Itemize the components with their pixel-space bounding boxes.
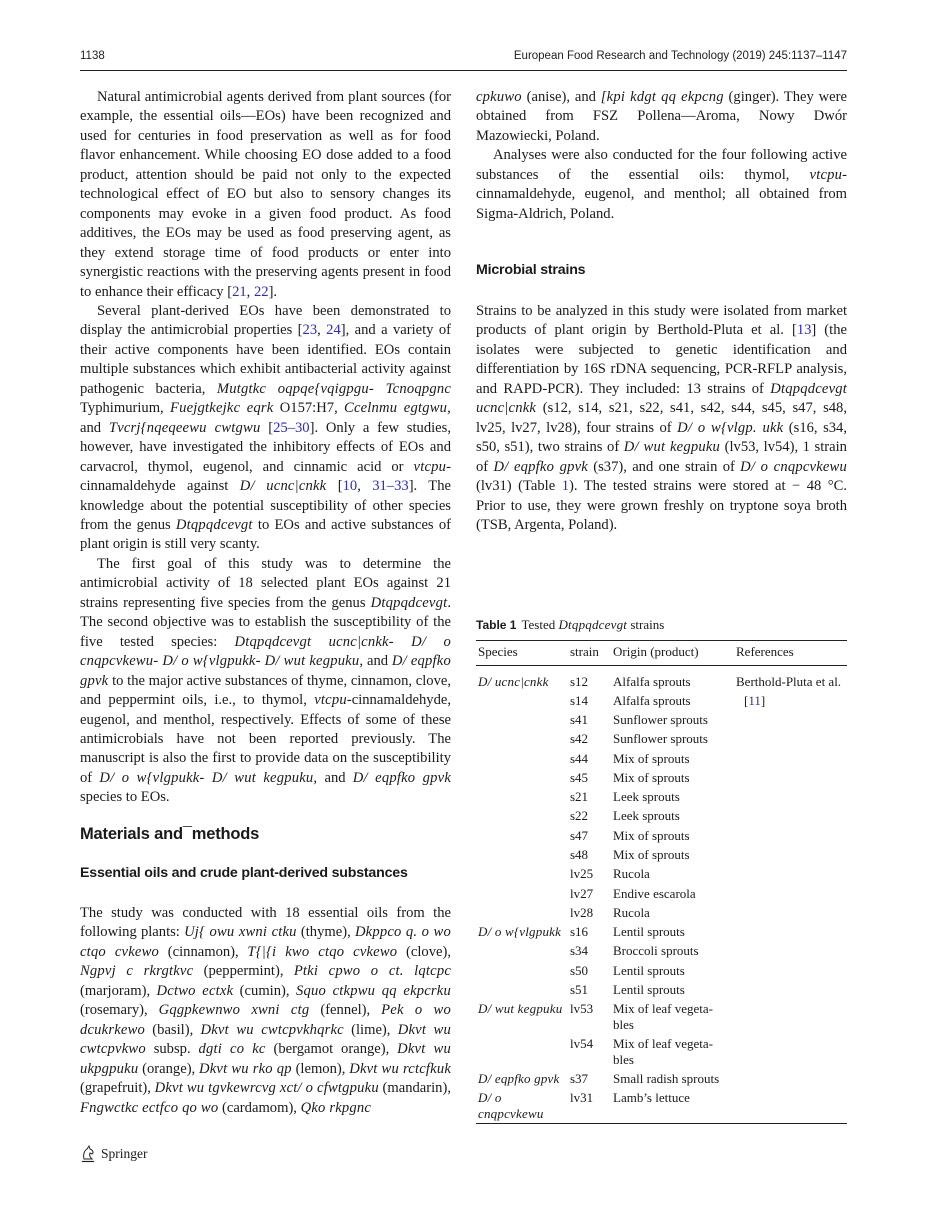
italic-term: D/ eqpfko gpvk bbox=[352, 769, 452, 786]
section-heading-methods: Materials and¯methods bbox=[80, 825, 260, 843]
italic-term: D/ o w{vlgp. ukk bbox=[677, 419, 784, 436]
strain-cell: s41 bbox=[570, 712, 589, 728]
species-cell bbox=[476, 787, 568, 806]
body-text: ], and a variety of their active components have been identified. EOs contain multiple substances which exhibit antibacterial activity against pathogenic bacteria, bbox=[80, 322, 451, 397]
italic-term: Dtqpqdcevgt bbox=[175, 516, 253, 533]
left-column bbox=[80, 88, 451, 808]
body-text: . The second objective was to establish the susceptibility of the five tested species: bbox=[80, 594, 451, 650]
italic-term: Dkvt wu rctcfkuk bbox=[349, 1060, 452, 1077]
reference-text: Berthold-Pluta et al. bbox=[736, 673, 842, 689]
table-caption bbox=[476, 617, 664, 633]
right-column bbox=[476, 88, 847, 224]
species-cell bbox=[476, 942, 568, 961]
strain-cell: s37 bbox=[570, 1070, 589, 1086]
reference-cell bbox=[734, 1069, 847, 1088]
italic-term: D/ o cnqpcvkewu bbox=[740, 458, 847, 475]
strain-cell: s12 bbox=[570, 673, 589, 689]
italic-term: D/ o w{vlgpukk- D/ wut kegpuku, bbox=[99, 769, 318, 786]
strain-cell: lv31 bbox=[570, 1090, 594, 1106]
table-row bbox=[476, 749, 847, 768]
citation-link[interactable]: 25–30 bbox=[273, 419, 310, 436]
italic-term: Dkvt wu rko qp bbox=[199, 1060, 292, 1077]
italic-term: D/ eqpfko gpvk bbox=[80, 653, 451, 689]
origin-cell: Small radish sprouts bbox=[613, 1070, 720, 1086]
strain-cell: s34 bbox=[570, 943, 589, 959]
body-text: subsp. bbox=[145, 1041, 199, 1058]
strain-cell: s47 bbox=[570, 827, 589, 843]
body-text: (mandarin), bbox=[378, 1080, 451, 1097]
body-text: (clove), bbox=[397, 943, 451, 960]
body-text: (lime), bbox=[343, 1021, 398, 1038]
origin-cell: Rucola bbox=[613, 866, 650, 882]
table-row bbox=[476, 1088, 847, 1123]
strain-cell: lv53 bbox=[570, 1001, 594, 1017]
italic-term: T{|{i kwo ctqo cvkewo bbox=[247, 943, 398, 960]
strains-table bbox=[476, 640, 847, 1124]
table-row bbox=[476, 729, 847, 748]
paragraph bbox=[476, 146, 847, 224]
reference-cell bbox=[734, 864, 847, 883]
italic-term: Dtqpqdcevgt bbox=[370, 594, 448, 611]
reference-cell: [11] bbox=[744, 692, 766, 708]
body-text: (basil), bbox=[145, 1021, 201, 1038]
species-cell bbox=[476, 691, 568, 710]
body-text: The first goal of this study was to determine the antimicrobial activity of 18 selected plant EOs against 21 strains representing five species from the genus bbox=[80, 555, 451, 611]
strain-cell: s42 bbox=[570, 731, 589, 747]
species-cell bbox=[476, 710, 568, 729]
column-header: Species bbox=[478, 644, 518, 659]
italic-term: Gqgpkewnwo xwni ctg bbox=[158, 1002, 310, 1019]
italic-term: Ptki cpwo o ct. lqtcpc bbox=[293, 963, 451, 980]
table-row bbox=[476, 903, 847, 922]
table-row bbox=[476, 826, 847, 845]
section-heading-strains: Microbial strains bbox=[476, 262, 586, 278]
origin-cell: Leek sprouts bbox=[613, 789, 680, 805]
column-header: References bbox=[736, 644, 794, 659]
publisher-footer bbox=[80, 1145, 148, 1163]
reference-cell bbox=[734, 942, 847, 961]
reference-cell bbox=[734, 922, 847, 941]
species-cell: D/ o cnqpcvkewu bbox=[478, 1090, 544, 1121]
origin-cell: Alfalfa sprouts bbox=[613, 692, 691, 708]
italic-term: Qko rkpgnc bbox=[300, 1099, 372, 1116]
table-row bbox=[476, 922, 847, 941]
body-text: (orange), bbox=[138, 1060, 199, 1077]
origin-cell: Sunflower sprouts bbox=[613, 731, 708, 747]
citation-link[interactable]: 24 bbox=[326, 322, 341, 339]
citation-link[interactable]: 21 bbox=[232, 283, 247, 300]
strain-cell: s16 bbox=[570, 924, 589, 940]
strains-column bbox=[476, 302, 847, 535]
citation-link[interactable]: 23 bbox=[302, 322, 318, 339]
table-row bbox=[476, 961, 847, 980]
strain-cell: s21 bbox=[570, 789, 589, 805]
italic-term: Tvcrj{nqeqeewu cwtgwu bbox=[108, 419, 261, 436]
species-cell: D/ wut kegpuku bbox=[478, 1001, 563, 1017]
species-cell bbox=[476, 826, 568, 845]
table-row bbox=[476, 1034, 847, 1069]
paragraph bbox=[476, 88, 847, 146]
body-text: and bbox=[317, 769, 353, 786]
italic-term: Ccelnmu egtgwu, bbox=[344, 400, 451, 417]
body-text: (lemon), bbox=[291, 1060, 350, 1077]
reference-cell bbox=[734, 1034, 847, 1069]
origin-cell: Lentil sprouts bbox=[613, 962, 685, 978]
origin-cell: Rucola bbox=[613, 904, 650, 920]
paragraph bbox=[80, 302, 451, 555]
italic-term: Fuejgtkejkc eqrk bbox=[169, 400, 274, 417]
body-text: O157:H7, bbox=[273, 400, 345, 417]
italic-term: Dkppco q. o wo ctqo cvkewo bbox=[80, 924, 451, 960]
caption-text: Tested bbox=[521, 617, 559, 632]
body-text: (peppermint), bbox=[193, 963, 294, 980]
reference-cell bbox=[734, 787, 847, 806]
body-text: ]. Only a few studies, however, have investigated the inhibitory effects of EOs and carvacrol, thymol, eugenol, and cinnamic acid or bbox=[80, 419, 451, 475]
reference-cell bbox=[734, 826, 847, 845]
body-text: , bbox=[357, 478, 373, 495]
species-cell bbox=[476, 807, 568, 826]
italic-term: dgti co kc bbox=[198, 1041, 266, 1058]
body-text: [ bbox=[326, 478, 343, 495]
strain-cell: s45 bbox=[570, 769, 589, 785]
table-row bbox=[476, 807, 847, 826]
intro-paragraphs bbox=[80, 88, 451, 808]
origin-cell: Mix of sprouts bbox=[613, 847, 690, 863]
body-text: (bergamot orange), bbox=[265, 1041, 398, 1058]
subsection-heading-oils: Essential oils and crude plant-derived substances bbox=[80, 865, 408, 881]
species-cell bbox=[476, 768, 568, 787]
table-row bbox=[476, 1069, 847, 1088]
body-text: (s16, s34, s50, s51), two strains of bbox=[476, 419, 847, 456]
body-text: [ bbox=[260, 419, 274, 436]
header-rule bbox=[80, 70, 847, 71]
italic-term: Pek o wo dcukrkewo bbox=[80, 1002, 451, 1038]
table-row bbox=[476, 884, 847, 903]
italic-term: Ngpvj c rkrgtkvc bbox=[80, 963, 194, 980]
italic-term: vtcpu bbox=[809, 166, 843, 183]
strain-cell: s50 bbox=[570, 962, 589, 978]
table-header-row bbox=[476, 641, 847, 666]
strain-cell: s48 bbox=[570, 847, 589, 863]
reference-cell bbox=[734, 845, 847, 864]
species-cell: D/ eqpfko gpvk bbox=[478, 1070, 560, 1086]
springer-horse-icon bbox=[80, 1145, 96, 1163]
column-header: strain bbox=[570, 644, 599, 659]
species-cell bbox=[476, 749, 568, 768]
italic-term: Dtqpqdcevgt ucnc|cnkk bbox=[476, 380, 847, 417]
strain-cell: lv27 bbox=[570, 885, 594, 901]
strain-cell: s14 bbox=[570, 692, 589, 708]
strain-cell: lv25 bbox=[570, 866, 594, 882]
body-text: ). The tested strains were stored at − 48 °C. Prior to use, they were grown freshly on tryptone soya broth (TSB, Argenta, Poland). bbox=[476, 478, 847, 533]
species-cell bbox=[476, 729, 568, 748]
caption-genus: Dtqpqdcevgt bbox=[558, 617, 628, 632]
origin-cell: Mix of sprouts bbox=[613, 827, 690, 843]
body-text: The study was conducted with 18 essential oils from the following plants: bbox=[80, 905, 451, 941]
italic-term: Dkvt wu ukpgpuku bbox=[80, 1041, 451, 1077]
column-header: Origin (product) bbox=[613, 644, 699, 659]
body-text: Analyses were also conducted for the four following active substances of the essential oils: thymol, bbox=[476, 147, 847, 183]
italic-term: Mutgtkc oqpqe{vqigpgu- Tcnoqpgnc bbox=[216, 380, 451, 397]
reference-cell bbox=[734, 749, 847, 768]
body-text: (cumin), bbox=[233, 982, 296, 999]
publisher-name: Springer bbox=[101, 1146, 148, 1161]
body-text: Several plant-derived EOs have been demonstrated to display the antimicrobial properties [ bbox=[80, 302, 451, 339]
reference-cell bbox=[734, 999, 847, 1034]
italic-term: vtcpu bbox=[413, 458, 447, 475]
origin-cell: Mix of leaf vegeta-bles bbox=[613, 1001, 713, 1032]
table-row bbox=[476, 665, 847, 691]
origin-cell: Lamb’s lettuce bbox=[613, 1090, 690, 1106]
species-cell bbox=[476, 980, 568, 999]
strain-cell: lv28 bbox=[570, 904, 594, 920]
body-text: , bbox=[317, 322, 327, 339]
strains-paragraph bbox=[476, 302, 847, 535]
body-text: and bbox=[363, 653, 392, 670]
table-row bbox=[476, 787, 847, 806]
italic-term: Dtqpqdcevgt ucnc|cnkk- D/ o cnqpcvkewu- D/ o w{vlgpukk- D/ wut kegpuku, bbox=[80, 633, 452, 670]
table-row bbox=[476, 845, 847, 864]
body-text: ]. bbox=[268, 283, 278, 300]
body-text: (s12, s14, s21, s22, s41, s42, s44, s45, s47, s48, lv25, lv27, lv28), four strains of bbox=[476, 400, 847, 436]
italic-term: D/ wut kegpuku bbox=[623, 439, 721, 456]
body-text: -cinnamaldehyde against bbox=[80, 458, 451, 495]
italic-term: Dctwo ectxk bbox=[156, 982, 234, 999]
body-text: (marjoram), bbox=[80, 982, 157, 999]
reference-cell bbox=[734, 884, 847, 903]
species-cell bbox=[476, 961, 568, 980]
table-row bbox=[476, 768, 847, 787]
italic-term: Fngwctkc ectfco qo wo bbox=[80, 1099, 219, 1116]
reference-cell bbox=[734, 729, 847, 748]
body-text: species to EOs. bbox=[80, 789, 170, 806]
citation-link[interactable]: 10 bbox=[342, 478, 358, 495]
italic-term: D/ eqpfko gpvk bbox=[493, 458, 588, 475]
table-row bbox=[476, 691, 847, 710]
table-row bbox=[476, 864, 847, 883]
body-text: -cinnamaldehyde, eugenol, and menthol; all obtained from Sigma-Aldrich, Poland. bbox=[476, 166, 847, 222]
citation-link[interactable]: 1 bbox=[561, 478, 569, 495]
origin-cell: Broccoli sprouts bbox=[613, 943, 699, 959]
table-label: Table 1 bbox=[476, 618, 517, 632]
methods-column bbox=[80, 904, 451, 1118]
body-text: (thyme), bbox=[296, 924, 355, 941]
citation-link[interactable]: 13 bbox=[796, 322, 812, 339]
italic-term: [kpi kdgt qq ekpcng bbox=[600, 89, 724, 105]
body-text: (cardamom), bbox=[218, 1099, 301, 1116]
body-text: Natural antimicrobial agents derived from plant sources (for example, the essential oils—EOs) have been recognized and used for centuries in food preservation as well as for food flavor enhancement. While choosing EO dose added to a food product, attention should be paid not only to the expected technological effect of EO but also to sensory changes its components may evoke in a given food product. As food additives, the EOs may be used as food preserving agent, as they extend storage time of food products or enter into synergistic reactions with the preserving agents present in food to enhance their efficacy [ bbox=[80, 89, 451, 300]
body-text: (anise), and bbox=[521, 89, 601, 105]
table-row bbox=[476, 710, 847, 729]
right-paragraphs bbox=[476, 88, 847, 224]
italic-term: Dkvt wu cwtcpvkwo bbox=[80, 1021, 451, 1058]
species-cell bbox=[476, 903, 568, 922]
strain-cell: s22 bbox=[570, 808, 589, 824]
reference-cell bbox=[734, 807, 847, 826]
body-text: (lv31) (Table bbox=[476, 478, 562, 495]
italic-term: Squo ctkpwu qq ekpcrku bbox=[295, 982, 451, 999]
reference-cell bbox=[734, 1088, 847, 1123]
body-text: to the major active substances of thyme, cinnamon, clove, and peppermint oils, i.e., to thymol, bbox=[80, 672, 451, 709]
body-text: to EOs and active substances of plant origin is still very scanty. bbox=[80, 516, 451, 553]
origin-cell: Alfalfa sprouts bbox=[613, 673, 691, 689]
body-text: (cinnamon), bbox=[159, 943, 248, 960]
body-text: , bbox=[246, 283, 254, 300]
body-text: (fennel), bbox=[309, 1002, 382, 1019]
origin-cell: Endive escarola bbox=[613, 885, 696, 901]
paragraph bbox=[80, 555, 451, 808]
table-row bbox=[476, 942, 847, 961]
body-text: (ginger). They were obtained from FSZ Pollena—Aroma, Nowy Dwór Mazowiecki, Poland. bbox=[476, 89, 847, 144]
methods-paragraph bbox=[80, 904, 451, 1118]
body-text: Strains to be analyzed in this study were isolated from market products of plant origin by Berthold-Pluta et al. [ bbox=[476, 303, 847, 339]
paragraph bbox=[80, 88, 451, 302]
citation-link[interactable]: 31–33 bbox=[372, 478, 409, 495]
italic-term: Dkvt wu cwtcpvkhqrkc bbox=[200, 1021, 344, 1038]
body-text: ] (the isolates were subjected to genetic identification and differentiation by 16S rDNA sequencing, PCR-RFLP analysis, and RAPD-PCR). They included: 13 strains of bbox=[476, 322, 847, 397]
origin-cell: Lentil sprouts bbox=[613, 924, 685, 940]
journal-header: European Food Research and Technology (2019) 245:1137–1147 bbox=[513, 50, 847, 62]
species-cell bbox=[476, 1034, 568, 1069]
table-row bbox=[476, 999, 847, 1034]
strain-cell: s44 bbox=[570, 750, 589, 766]
origin-cell: Mix of leaf vegeta-bles bbox=[613, 1036, 713, 1067]
table-row bbox=[476, 980, 847, 999]
italic-term: Uj{ owu xwni ctku bbox=[184, 924, 297, 941]
reference-cell bbox=[734, 980, 847, 999]
citation-link[interactable]: 22 bbox=[253, 283, 269, 300]
body-text: ]. The knowledge about the potential susceptibility of other species from the genus bbox=[80, 478, 451, 533]
citation-link[interactable]: 11 bbox=[748, 692, 761, 708]
origin-cell: Lentil sprouts bbox=[613, 982, 685, 997]
origin-cell: Mix of sprouts bbox=[613, 750, 690, 766]
strain-cell: lv54 bbox=[570, 1036, 594, 1052]
body-text: (grapefruit), bbox=[80, 1080, 155, 1097]
body-text: -cinnamaldehyde, eugenol, and menthol, respectively. Effects of some of these antimicrobials have not been reported previously. The manuscript is also the first to provide data on the susceptibility of bbox=[80, 692, 451, 786]
italic-term: vtcpu bbox=[314, 692, 347, 709]
reference-cell bbox=[734, 768, 847, 787]
species-cell bbox=[476, 845, 568, 864]
italic-term: Dkvt wu tgvkewrcvg xct/ o cfwtgpuku bbox=[154, 1080, 379, 1097]
body-text: (rosemary), bbox=[80, 1002, 159, 1019]
reference-cell bbox=[734, 710, 847, 729]
species-cell: D/ ucnc|cnkk bbox=[478, 673, 549, 689]
species-cell bbox=[476, 884, 568, 903]
body-text: Typhimurium, bbox=[80, 400, 170, 417]
species-cell: D/ o w{vlgpukk bbox=[478, 924, 562, 940]
body-text: (lv53, lv54), 1 strain of bbox=[476, 439, 847, 475]
reference-cell bbox=[734, 961, 847, 980]
body-text: (s37), and one strain of bbox=[587, 458, 741, 475]
caption-text-end: strains bbox=[627, 617, 665, 632]
origin-cell: Leek sprouts bbox=[613, 808, 680, 824]
body-text: and bbox=[80, 419, 109, 436]
reference-cell bbox=[734, 903, 847, 922]
origin-cell: Mix of sprouts bbox=[613, 769, 690, 785]
italic-term: D/ ucnc|cnkk bbox=[239, 478, 327, 495]
strain-cell: s51 bbox=[570, 982, 589, 997]
italic-term: cpkuwo bbox=[476, 89, 522, 105]
species-cell bbox=[476, 864, 568, 883]
origin-cell: Sunflower sprouts bbox=[613, 712, 708, 728]
page-number: 1138 bbox=[80, 50, 105, 62]
reference-cell bbox=[734, 665, 847, 691]
